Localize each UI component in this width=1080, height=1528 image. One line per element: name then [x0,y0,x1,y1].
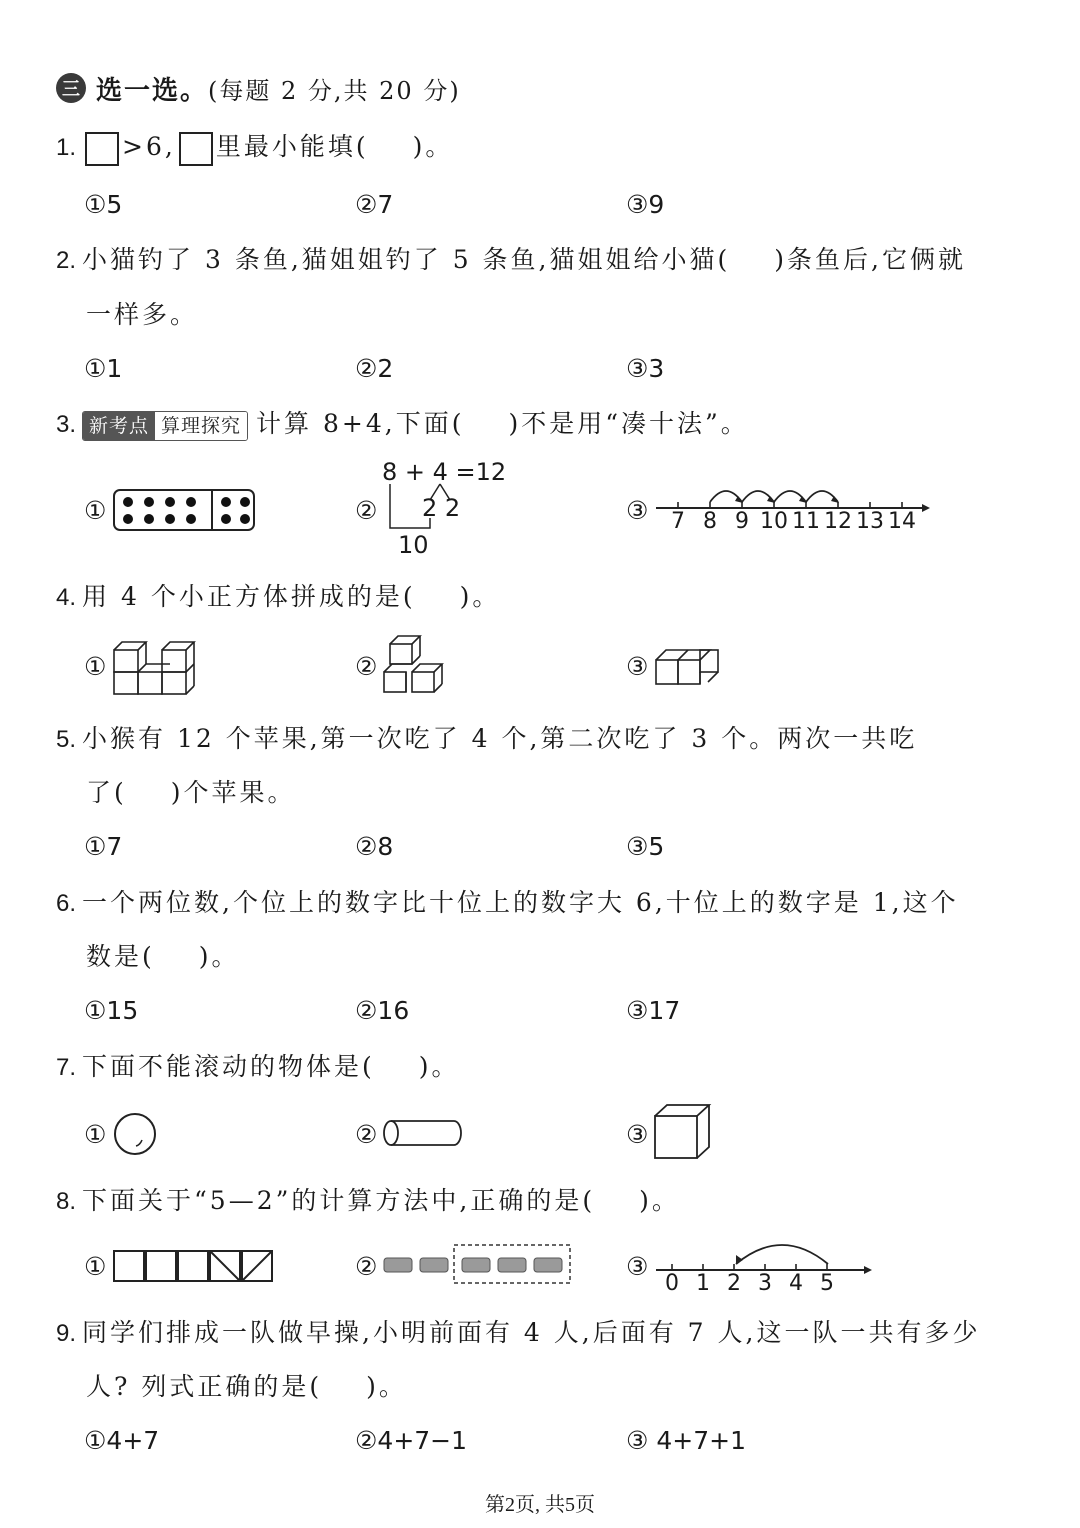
option-2-3[interactable]: ③3 [626,354,665,383]
tick-label: 11 [792,509,820,534]
option-5-3[interactable]: ③5 [626,832,665,861]
tag-topic-label: 算理探究 [155,412,247,440]
tag-new-label: 新考点 [83,412,155,440]
dot [123,497,133,507]
block-object [462,1258,490,1272]
tick-label: 0 [665,1271,679,1296]
cross-line [210,1251,240,1281]
option-4-1[interactable]: ① [84,652,107,681]
question-5 [56,722,917,757]
option-4-2[interactable]: ② [355,652,378,681]
option-3-1[interactable]: ① [84,496,107,525]
option-1-3[interactable]: ③9 [626,190,665,219]
question-9 [56,1316,980,1351]
number-line-q3 [652,474,930,540]
squares-crossed-diagram [112,1248,278,1284]
jump-arc [736,1245,828,1264]
option-8-1[interactable]: ① [84,1252,107,1281]
cube-icon [652,1102,714,1162]
option-6-3[interactable]: ③17 [626,996,681,1025]
option-7-3[interactable]: ③ [626,1120,649,1149]
arc-arrowhead [736,1255,743,1264]
option-9-1[interactable]: ①4+7 [84,1426,160,1455]
question-text: )。 [366,1372,407,1401]
option-7-1[interactable]: ① [84,1120,107,1149]
question-5-continued [86,776,296,810]
question-text: 下面不能滚动的物体是( [82,1052,375,1081]
square [178,1251,208,1281]
dot [144,514,154,524]
block-object [534,1258,562,1272]
question-text: 里最小能填( [215,132,369,161]
section-title: 选一选。 [96,75,209,106]
question-text: 数是( [86,942,155,971]
dot [240,514,250,524]
question-9-continued [86,1370,407,1404]
tick-label: 8 [703,509,717,534]
split-equation: 8 + 4 =12 [382,458,507,486]
question-number: 2. [56,247,77,274]
square [114,1251,144,1281]
question-text: 了( [86,778,127,807]
option-3-3[interactable]: ③ [626,496,649,525]
question-6-continued [86,940,240,974]
question-1 [56,130,453,166]
block-object [420,1258,448,1272]
dot [165,514,175,524]
square [146,1251,176,1281]
cube-figure-3 [652,642,724,692]
option-1-2[interactable]: ②7 [355,190,394,219]
cylinder-icon [382,1118,464,1150]
section-number-badge: 三 [56,73,86,103]
dot [186,514,196,524]
question-text: 同学们排成一队做早操,小明前面有 4 人,后面有 7 人,这一队一共有多少 [82,1318,981,1347]
answer-box [179,132,213,166]
question-8 [56,1184,680,1219]
tick-label: 10 [760,509,788,534]
sphere-icon [112,1112,160,1158]
tick-label: 2 [727,1271,741,1296]
question-text: )条鱼后,它俩就 [774,245,966,274]
block-object [384,1258,412,1272]
dot-frame-diagram [112,488,260,532]
tick-label: 13 [856,509,884,534]
option-9-3[interactable]: ③ 4+7+1 [626,1426,746,1455]
option-3-2[interactable]: ② [355,496,378,525]
question-number: 6. [56,890,77,917]
question-number: 9. [56,1320,77,1347]
option-9-2[interactable]: ②4+7−1 [355,1426,468,1455]
question-text: )个苹果。 [170,778,296,807]
axis-arrow [864,1266,872,1274]
question-number: 4. [56,584,77,611]
question-3 [56,407,749,442]
option-8-2[interactable]: ② [355,1252,378,1281]
dot [240,497,250,507]
split-parts: 2 2 [422,494,461,522]
tick-label: 3 [758,1271,772,1296]
question-text: >6, [122,132,176,161]
question-6 [56,886,959,921]
question-number: 8. [56,1188,77,1215]
cross-line [242,1251,272,1281]
question-7 [56,1050,460,1085]
section-score-note: (每题 2 分,共 20 分) [208,76,461,105]
split-ten: 10 [398,531,429,559]
question-text: )不是用“凑十法”。 [508,409,749,438]
axis-arrow [922,504,930,512]
question-text: 下面关于“5—2”的计算方法中,正确的是( [82,1186,596,1215]
tick-label: 12 [824,509,852,534]
option-4-3[interactable]: ③ [626,652,649,681]
question-text: 人? 列式正确的是( [86,1372,323,1401]
tick-label: 7 [671,509,685,534]
dot [144,497,154,507]
dot [186,497,196,507]
dot [123,514,133,524]
option-5-2[interactable]: ②8 [355,832,394,861]
question-2 [56,243,966,278]
number-line-q8 [652,1232,874,1296]
question-text: 小猫钓了 3 条鱼,猫姐姐钓了 5 条鱼,猫姐姐给小猫( [82,245,731,274]
option-6-1[interactable]: ①15 [84,996,139,1025]
question-text: 计算 8+4,下面( [256,409,465,438]
option-7-2[interactable]: ② [355,1120,378,1149]
cube-figure-1 [112,634,196,696]
question-text: )。 [412,132,454,161]
question-text: )。 [418,1052,460,1081]
question-4 [56,580,500,615]
option-1-1[interactable]: ①5 [84,190,123,219]
tick-label: 4 [789,1271,803,1296]
answer-box [85,132,119,166]
question-text: 小猴有 12 个苹果,第一次吃了 4 个,第二次吃了 3 个。两次一共吃 [82,724,918,753]
option-6-2[interactable]: ②16 [355,996,410,1025]
option-8-3[interactable]: ③ [626,1252,649,1281]
page-footer: 第2页, 共5页 [485,1494,595,1516]
question-text: )。 [198,942,240,971]
question-text: )。 [459,582,501,611]
dot [165,497,175,507]
dot [221,514,231,524]
tick-label: 1 [696,1271,710,1296]
dot-frame [114,490,254,530]
tick-label: 5 [820,1271,834,1296]
tick-label: 9 [735,509,749,534]
question-number: 5. [56,726,77,753]
section-header [56,66,461,110]
option-2-2[interactable]: ②2 [355,354,394,383]
question-number: 7. [56,1054,77,1081]
option-2-1[interactable]: ①1 [84,354,123,383]
tick-label: 14 [888,509,916,534]
new-topic-tag [82,411,248,441]
block-object [498,1258,526,1272]
question-text: )。 [639,1186,680,1215]
question-number: 1. [56,134,77,161]
option-5-1[interactable]: ①7 [84,832,123,861]
question-number: 3. [56,411,77,438]
objects-diagram [380,1242,574,1288]
question-text: 一个两位数,个位上的数字比十位上的数字大 6,十位上的数字是 1,这个 [82,888,959,917]
question-text: 用 4 个小正方体拼成的是( [82,582,416,611]
dot [221,497,231,507]
question-2-continued: 一样多。 [86,300,199,329]
cube-figure-2 [382,632,452,696]
